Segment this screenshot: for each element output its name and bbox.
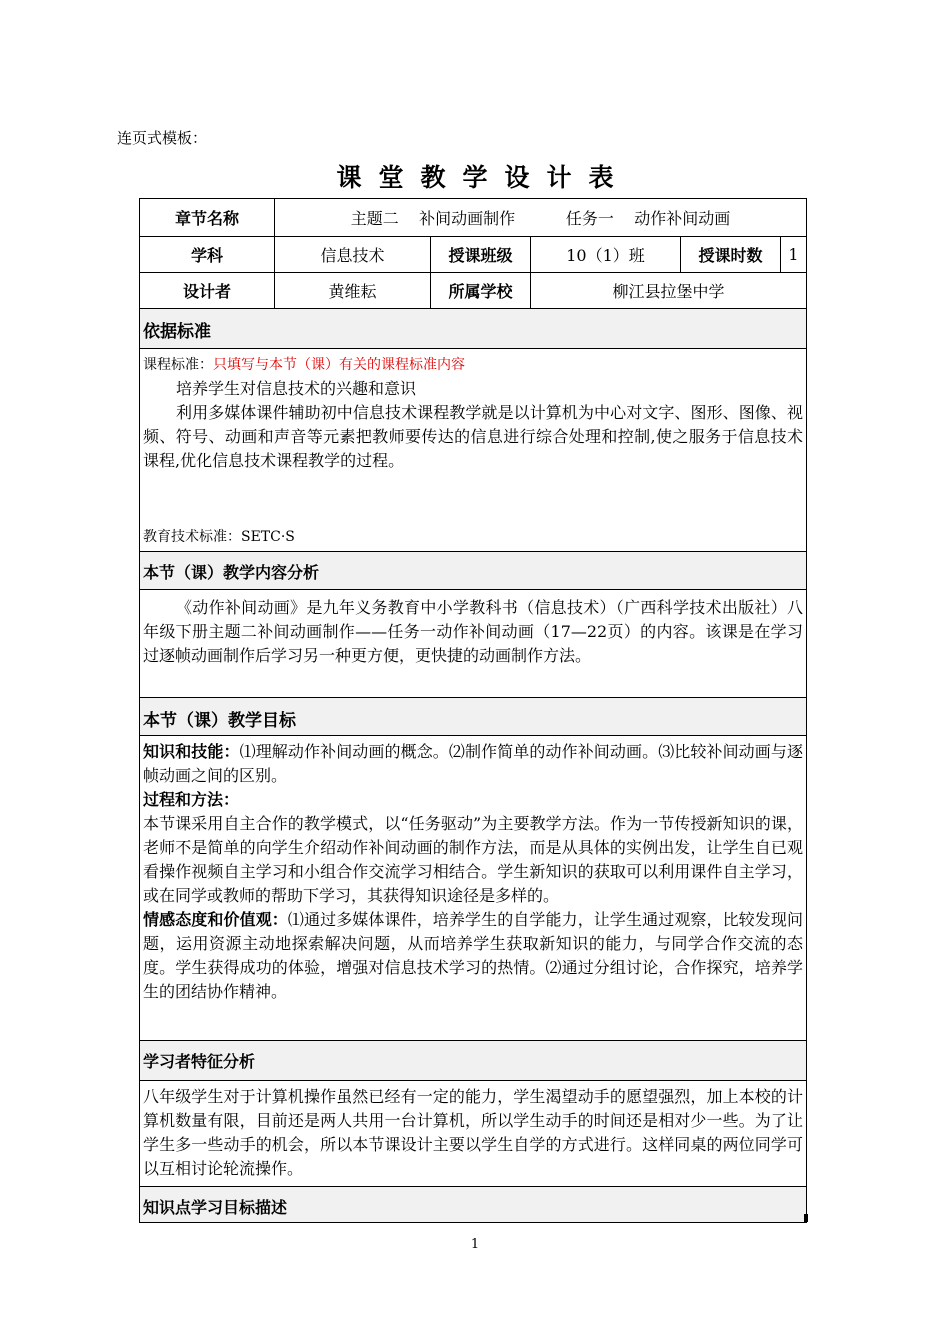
document-title: 课堂教学设计表	[336, 163, 631, 192]
edtech-standard: 教育技术标准：SETC·S	[143, 529, 295, 545]
section-content-analysis-title: 本节（课）教学内容分析	[140, 552, 807, 590]
section-basis-title: 依据标准	[140, 309, 807, 349]
subject-value: 信息技术	[275, 237, 431, 273]
basis-para-2: 利用多媒体课件辅助初中信息技术课程教学就是以计算机为中心对文字、图形、图像、视频、符号、动画和声音等元素把教师要传达的信息进行综合处理和控制,使之服务于信息技术课程,优化信息技术课程教学的过程。	[143, 403, 803, 470]
chapter-name-label: 章节名称	[140, 199, 275, 237]
section-knowledge-points-title: 知识点学习目标描述	[140, 1187, 807, 1223]
section-learner-title: 学习者特征分析	[140, 1041, 807, 1081]
curriculum-note: 只填写与本节（课）有关的课程标准内容	[213, 357, 465, 373]
school-value: 柳江县拉堡中学	[531, 273, 807, 309]
emotion-label: 情感态度和价值观：	[143, 910, 288, 929]
table-corner-mark	[804, 1214, 808, 1222]
page-number: 1	[470, 1237, 480, 1252]
hours-label: 授课时数	[681, 237, 781, 273]
content-analysis-body	[140, 590, 807, 698]
row-chapter	[140, 199, 807, 237]
learner-body	[140, 1081, 807, 1187]
basis-para-1: 培养学生对信息技术的兴趣和意识	[176, 379, 417, 398]
content-analysis-text: 《动作补间动画》是九年义务教育中小学教科书（信息技术）（广西科学技术出版社）八年级下册主题二补间动画制作——任务一动作补间动画（17—22页）的内容。该课是在学习过逐帧动画制作后学习另一种更方便，更快捷的动画制作方法。	[143, 598, 803, 665]
process-text: 本节课采用自主合作的教学模式，以“任务驱动”为主要教学方法。作为一节传授新知识的课，老师不是简单的向学生介绍动作补间动画的制作方法，而是从具体的实例出发，让学生自已观看操作视频自主学习和小组合作交流学习相结合。学生新知识的获取可以利用课件自主学习，或在同学或教师的帮助下学习，其获得知识途径是多样的。	[143, 814, 803, 905]
section-objectives-title: 本节（课）教学目标	[140, 698, 807, 736]
emotion-text: ⑴通过多媒体课件，培养学生的自学能力，让学生通过观察，比较发现问题，运用资源主动地探索解决问题，从而培养学生获取新知识的能力，与同学合作交流的态度。学生获得成功的体验，增强对信息技术学习的热情。⑵通过分组讨论，合作探究，培养学生的团结协作精神。	[143, 910, 803, 1001]
basis-body	[140, 349, 807, 552]
objective-emotion	[143, 908, 803, 1004]
designer-value: 黄维耘	[275, 273, 431, 309]
curriculum-standard	[143, 353, 803, 377]
row-subject	[140, 237, 807, 273]
row-designer	[140, 273, 807, 309]
learner-text: 八年级学生对于计算机操作虽然已经有一定的能力，学生渴望动手的愿望强烈，加上本校的计算机数量有限，目前还是两人共用一台计算机，所以学生动手的时间还是相对少一些。为了让学生多一些动手的机会，所以本节课设计主要以学生自学的方式进行。这样同桌的两位同学可以互相讨论轮流操作。	[143, 1087, 803, 1178]
objective-knowledge	[143, 740, 803, 788]
class-value: 10（1）班	[531, 237, 681, 273]
designer-label: 设计者	[140, 273, 275, 309]
knowledge-text: ⑴理解动作补间动画的概念。⑵制作简单的动作补间动画。⑶比较补间动画与逐帧动画之间的区别。	[143, 742, 803, 785]
objectives-body	[140, 736, 807, 1041]
curriculum-prefix: 课程标准：	[143, 357, 213, 373]
subject-label: 学科	[140, 237, 275, 273]
class-label: 授课班级	[431, 237, 531, 273]
school-label: 所属学校	[431, 273, 531, 309]
chapter-name-value: 主题二 补间动画制作 任务一 动作补间动画	[275, 199, 807, 237]
knowledge-label: 知识和技能：	[143, 742, 240, 761]
template-label: 连页式模板：	[117, 129, 208, 147]
lesson-design-table	[139, 198, 807, 1223]
hours-value: 1	[781, 237, 807, 273]
process-label: 过程和方法：	[143, 790, 240, 809]
